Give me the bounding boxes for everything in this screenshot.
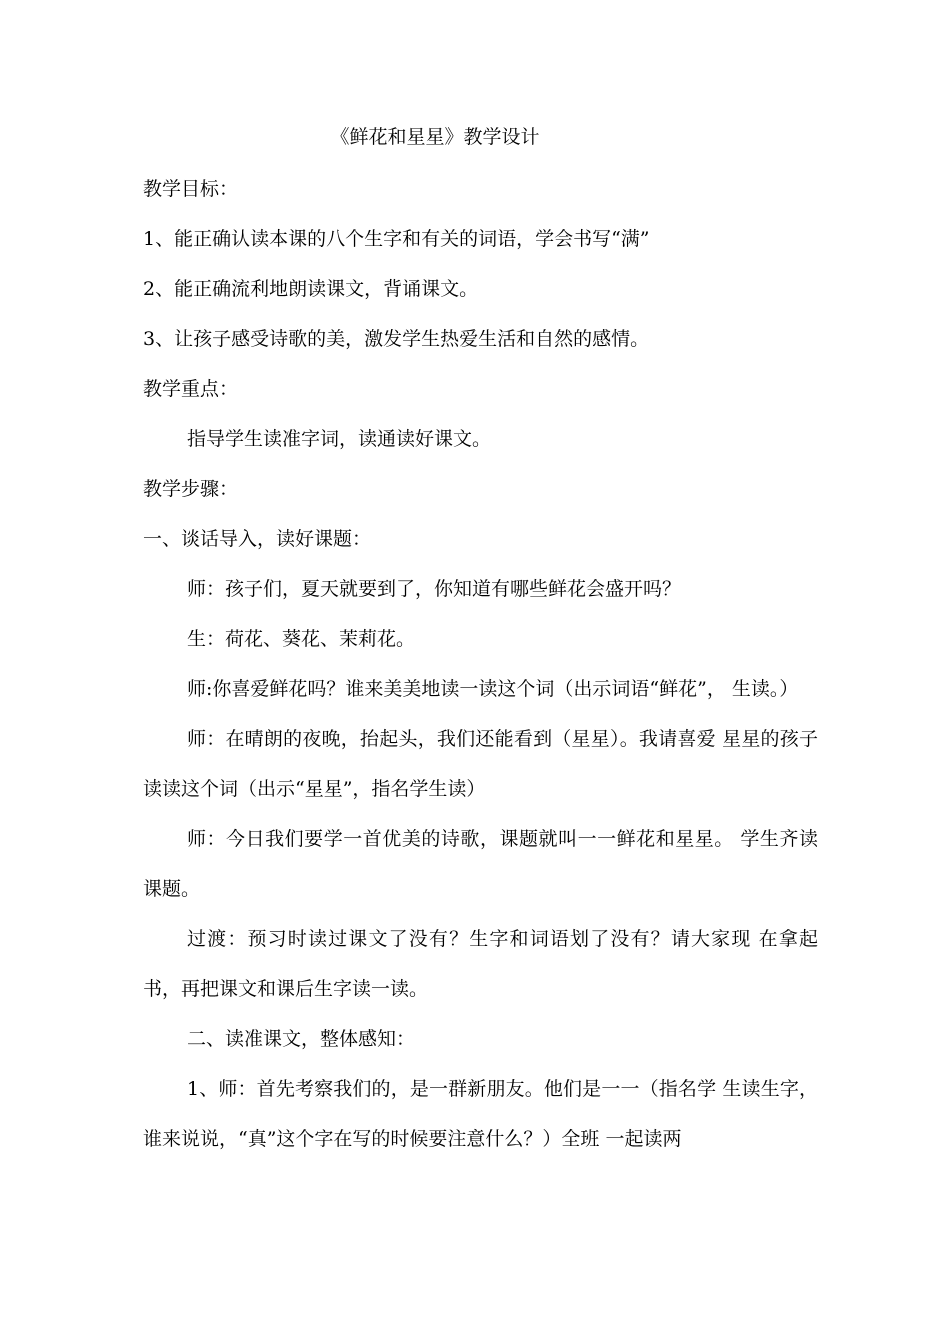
paragraph: 3、让孩子感受诗歌的美，激发学生热爱生活和自然的感情。: [143, 328, 650, 350]
paragraph: 二、读准课文，整体感知：: [187, 1028, 416, 1050]
paragraph: 一、谈话导入，读好课题：: [143, 528, 372, 550]
paragraph: 1、师：首先考察我们的，是一群新朋友。他们是一一（指名学 生读生字，谁来说说，“真”这个字在写的时候要注意什么？）全班 一起读两: [143, 1078, 818, 1150]
document-title: 《鲜花和星星》教学设计: [330, 126, 540, 148]
paragraph: 师:你喜爱鲜花吗？谁来美美地读一读这个词（出示词语“鲜花”， 生读。）: [187, 678, 799, 700]
paragraph: 2、能正确流利地朗读课文，背诵课文。: [143, 278, 479, 300]
paragraph: 师：在晴朗的夜晚，抬起头，我们还能看到（星星）。我请喜爱 星星的孩子读读这个词（出示“星星”，指名学生读）: [143, 728, 818, 800]
paragraph: 教学步骤：: [143, 478, 239, 500]
paragraph: 1、能正确认读本课的八个生字和有关的词语，学会书写“满”: [143, 228, 650, 250]
paragraph: 过渡：预习时读过课文了没有？生字和词语划了没有？请大家现 在拿起书，再把课文和课后生字读一读。: [143, 928, 818, 1000]
paragraph: 指导学生读准字词，读通读好课文。: [187, 428, 492, 450]
paragraph: 教学重点：: [143, 378, 239, 400]
paragraph: 师：孩子们，夏天就要到了，你知道有哪些鲜花会盛开吗？: [187, 578, 682, 600]
document-body: [143, 164, 818, 1164]
paragraph: 生：荷花、葵花、茉莉花。: [187, 628, 416, 650]
paragraph: 教学目标：: [143, 178, 239, 200]
paragraph: 师：今日我们要学一首优美的诗歌，课题就叫一一鲜花和星星。 学生齐读课题。: [143, 828, 818, 900]
